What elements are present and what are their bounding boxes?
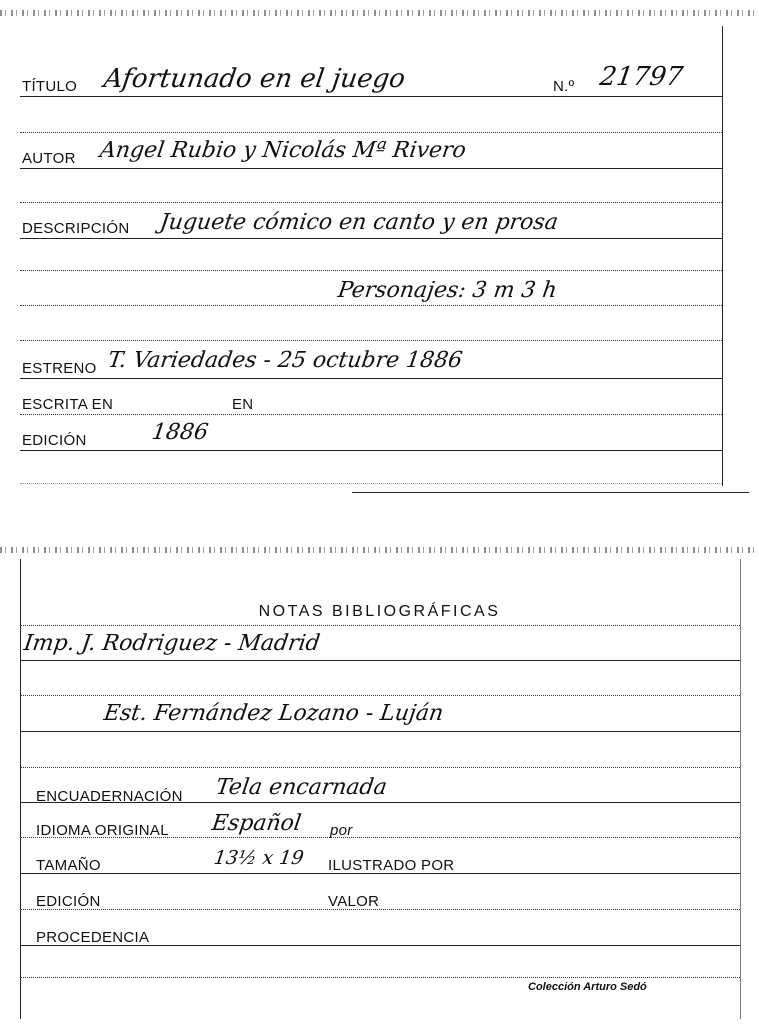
label-numero: N.º [553, 78, 575, 95]
value-autor: Angel Rubio y Nicolás Mª Rivero [98, 138, 468, 163]
rule-line [20, 238, 722, 239]
rule-line [20, 96, 722, 97]
label-procedencia: PROCEDENCIA [36, 929, 150, 946]
label-titulo: TÍTULO [22, 78, 78, 95]
rule-line [20, 270, 722, 271]
rule-line [20, 731, 740, 732]
label-tamano: TAMAÑO [36, 857, 101, 874]
rule-line [20, 305, 722, 306]
collection-footer: Colección Arturo Sedó [528, 981, 647, 993]
rule-line [352, 492, 749, 493]
rule-line [20, 909, 740, 910]
note-line-2: Est. Fernández Lozano - Luján [102, 701, 445, 726]
rule-line [20, 660, 740, 661]
value-tamano: 13½ x 19 [212, 847, 306, 869]
rule-line [20, 450, 722, 451]
label-escrita-en: ESCRITA EN [22, 396, 114, 413]
catalog-card-back [0, 545, 759, 1025]
top-edge-speckle [0, 10, 759, 16]
rule-line [20, 977, 740, 978]
note-line-1: Imp. J. Rodriguez - Madrid [22, 631, 322, 656]
rule-line [20, 168, 722, 169]
value-edicion: 1886 [150, 420, 210, 445]
card-left-edge [20, 559, 21, 1019]
value-numero: 21797 [597, 62, 685, 92]
value-encuadernacion: Tela encarnada [214, 775, 389, 800]
label-idioma-original: IDIOMA ORIGINAL [36, 822, 169, 839]
catalog-card-front [0, 0, 759, 500]
label-estreno: ESTRENO [22, 360, 97, 377]
label-en: EN [232, 396, 254, 413]
value-titulo: Afortunado en el juego [101, 64, 407, 94]
label-por: por [330, 822, 353, 839]
rule-line [20, 695, 740, 696]
label-encuadernacion: ENCUADERNACIÓN [36, 788, 183, 805]
label-ilustrado-por: ILUSTRADO POR [328, 857, 455, 874]
label-valor: VALOR [328, 893, 380, 910]
label-descripcion: DESCRIPCIÓN [22, 220, 130, 237]
value-idioma-original: Español [210, 811, 303, 836]
label-autor: AUTOR [22, 150, 76, 167]
rule-line [20, 767, 740, 768]
rule-line [20, 340, 722, 341]
value-personajes: Personajes: 3 m 3 h [336, 278, 559, 303]
top-edge-speckle [0, 547, 759, 553]
rule-line [20, 378, 722, 379]
card-right-edge [740, 559, 741, 1019]
rule-line [20, 202, 722, 203]
value-descripcion: Juguete cómico en canto y en prosa [158, 210, 560, 235]
label-edicion-back: EDICIÓN [36, 893, 101, 910]
label-edicion: EDICIÓN [22, 432, 87, 449]
card-right-edge [722, 26, 723, 486]
rule-line [20, 132, 722, 133]
rule-line [20, 483, 722, 484]
value-estreno: T. Variedades - 25 octubre 1886 [106, 348, 464, 373]
rule-line [20, 625, 740, 626]
rule-line [20, 414, 722, 415]
section-heading: NOTAS BIBLIOGRÁFICAS [258, 603, 501, 620]
